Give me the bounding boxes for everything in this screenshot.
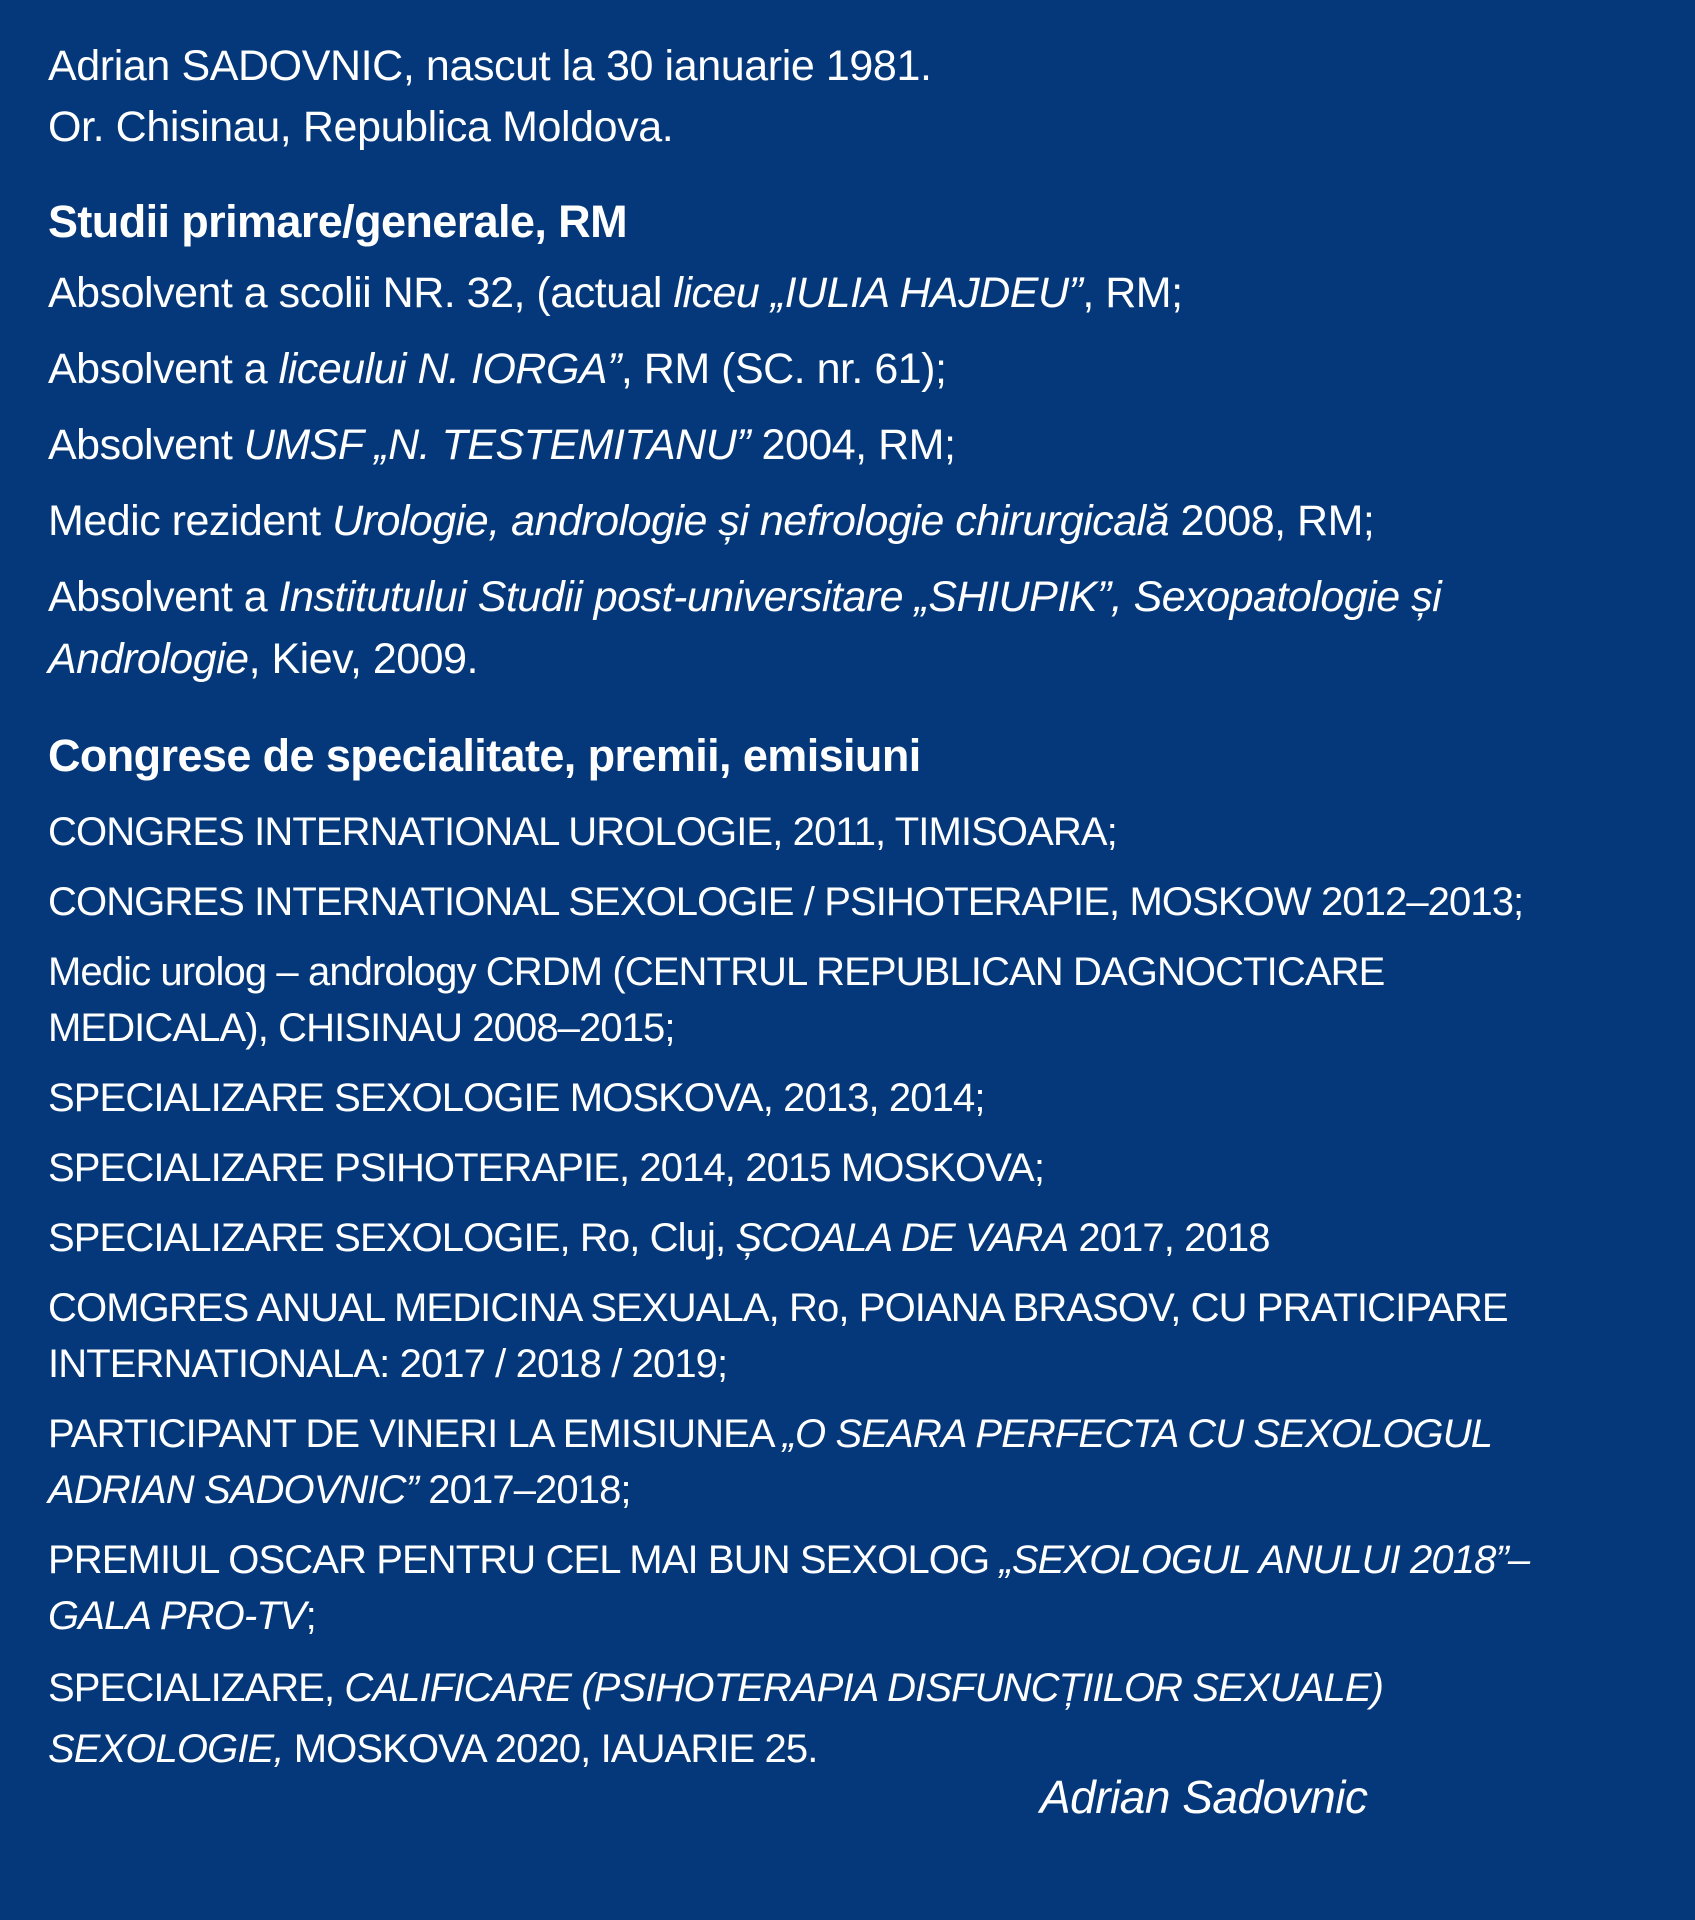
location-line: Or. Chisinau, Republica Moldova. (48, 103, 674, 151)
study-item: Absolvent UMSF „N. TESTEMITANU” 2004, RM; (48, 421, 956, 469)
congress-item: SPECIALIZARE, CALIFICARE (PSIHOTERAPIA DISFUNCȚIILOR SEXUALE) SEXOLOGIE, MOSKOVA 2020, IAUARIE 25. (48, 1666, 1384, 1771)
congress-item: CONGRES INTERNATIONAL UROLOGIE, 2011, TIMISOARA; (48, 810, 1117, 854)
congress-item: SPECIALIZARE SEXOLOGIE MOSKOVA, 2013, 2014; (48, 1076, 985, 1120)
congress-list (48, 804, 1568, 1780)
birth-line: Adrian SADOVNIC, nascut la 30 ianuarie 1981. (48, 42, 932, 90)
studies-list (48, 262, 1568, 690)
congress-item: CONGRES INTERNATIONAL SEXOLOGIE / PSIHOTERAPIE, MOSKOW 2012–2013; (48, 880, 1524, 924)
signature: Adrian Sadovnic (1040, 1771, 1368, 1823)
congress-item: SPECIALIZARE PSIHOTERAPIE, 2014, 2015 MOSKOVA; (48, 1146, 1045, 1190)
congress-item: COMGRES ANUAL MEDICINA SEXUALA, Ro, POIANA BRASOV, CU PRATICIPARE INTERNATIONALA: 2017 / 2018 / 2019; (48, 1286, 1508, 1386)
studies-heading: Studii primare/generale, RM (48, 196, 627, 247)
cv-document (48, 36, 1568, 1780)
congress-item: PREMIUL OSCAR PENTRU CEL MAI BUN SEXOLOG „SEXOLOGUL ANULUI 2018”– GALA PRO-TV; (48, 1538, 1530, 1638)
congress-item: PARTICIPANT DE VINERI LA EMISIUNEA „O SEARA PERFECTA CU SEXOLOGUL ADRIAN SADOVNIC” 2017–2018; (48, 1412, 1492, 1512)
congress-item: Medic urolog – andrology CRDM (CENTRUL REPUBLICAN DAGNOCTICARE MEDICALA), CHISINAU 2008–2015; (48, 950, 1385, 1050)
study-item: Medic rezident Urologie, andrologie și nefrologie chirurgicală 2008, RM; (48, 497, 1375, 545)
study-item: Absolvent a scolii NR. 32, (actual liceu „IULIA HAJDEU”, RM; (48, 269, 1183, 317)
intro-block (48, 36, 1568, 158)
study-item: Absolvent a liceului N. IORGA”, RM (SC. nr. 61); (48, 345, 947, 393)
congress-heading: Congrese de specialitate, premii, emisiuni (48, 730, 921, 781)
study-item: Absolvent a Institutului Studii post-universitare „SHIUPIK”, Sexopatologie și Andrologie, Kiev, 2009. (48, 573, 1442, 683)
congress-item: SPECIALIZARE SEXOLOGIE, Ro, Cluj, ȘCOALA DE VARA 2017, 2018 (48, 1216, 1270, 1260)
